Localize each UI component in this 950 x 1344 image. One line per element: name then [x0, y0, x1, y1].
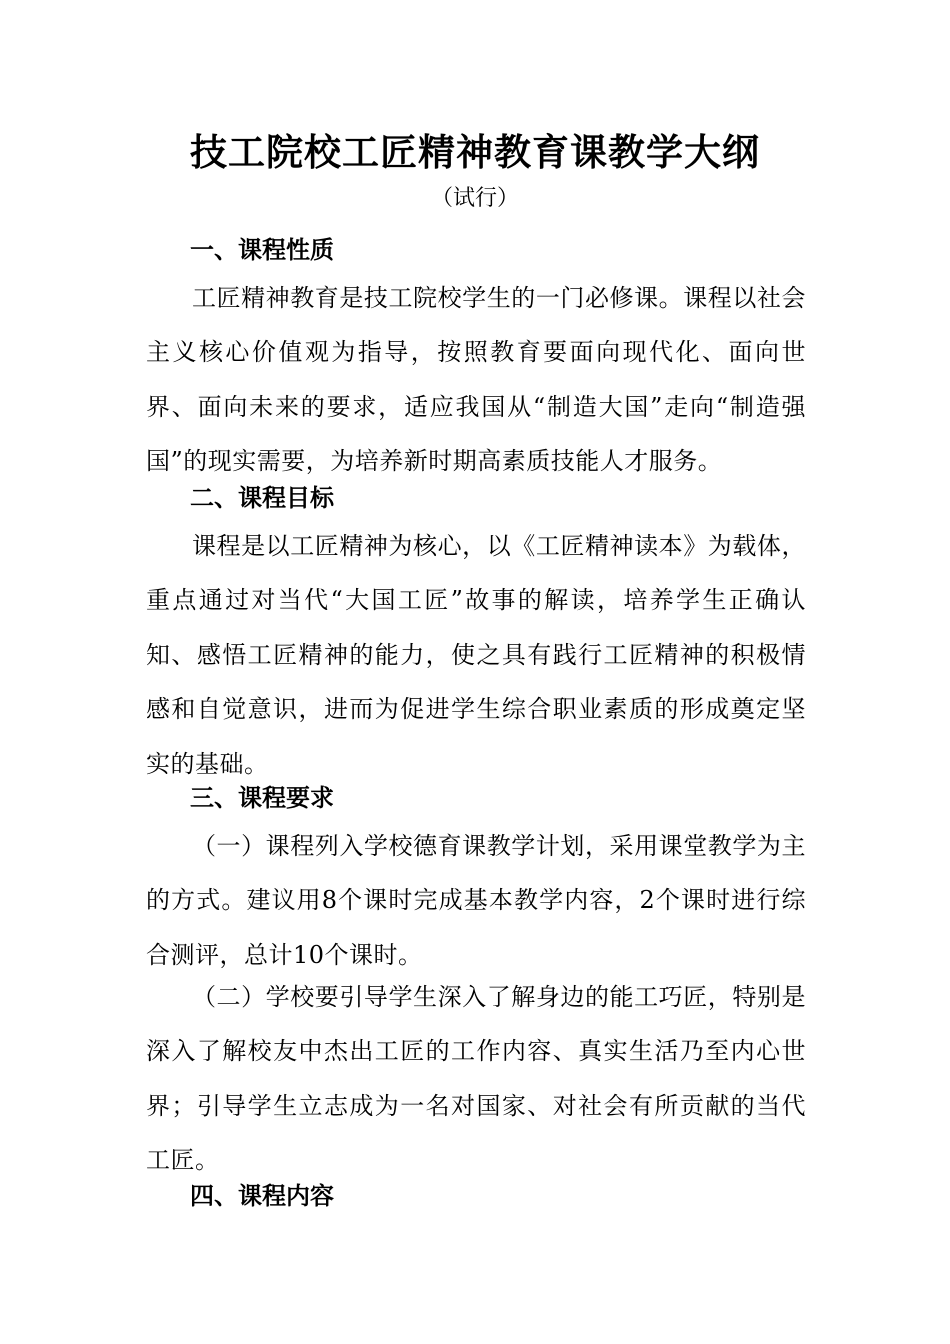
section-paragraph: 工匠精神教育是技工院校学生的一门必修课。课程以社会主义核心价值观为指导，按照教育要面向现代化、面向世界、面向未来的要求，适应我国从“制造大国”走向“制造强国”的现实需要，为培养新时期高素质技能人才服务。 [146, 284, 806, 476]
section-heading-content: 四、课程内容 [190, 1182, 334, 1210]
section-heading-nature: 一、课程性质 [190, 236, 334, 264]
section-heading-requirements: 三、课程要求 [190, 784, 334, 812]
document-title: 技工院校工匠精神教育课教学大纲 [190, 131, 760, 174]
section-paragraph: （一）课程列入学校德育课教学计划，采用课堂教学为主的方式。建议用8个课时完成基本教学内容，2个课时进行综合测评，总计10个课时。 [146, 832, 806, 969]
section-paragraph: （二）学校要引导学生深入了解身边的能工巧匠，特别是深入了解校友中杰出工匠的工作内容、真实生活乃至内心世界；引导学生立志成为一名对国家、对社会有所贡献的当代工匠。 [146, 983, 806, 1175]
document-subtitle: （试行） [430, 186, 519, 211]
section-paragraph: 课程是以工匠精神为核心，以《工匠精神读本》为载体，重点通过对当代“大国工匠”故事的解读，培养学生正确认知、感悟工匠精神的能力，使之具有践行工匠精神的积极情感和自觉意识，进而为促进学生综合职业素质的形成奠定坚实的基础。 [146, 532, 806, 778]
section-heading-goals: 二、课程目标 [190, 484, 334, 512]
